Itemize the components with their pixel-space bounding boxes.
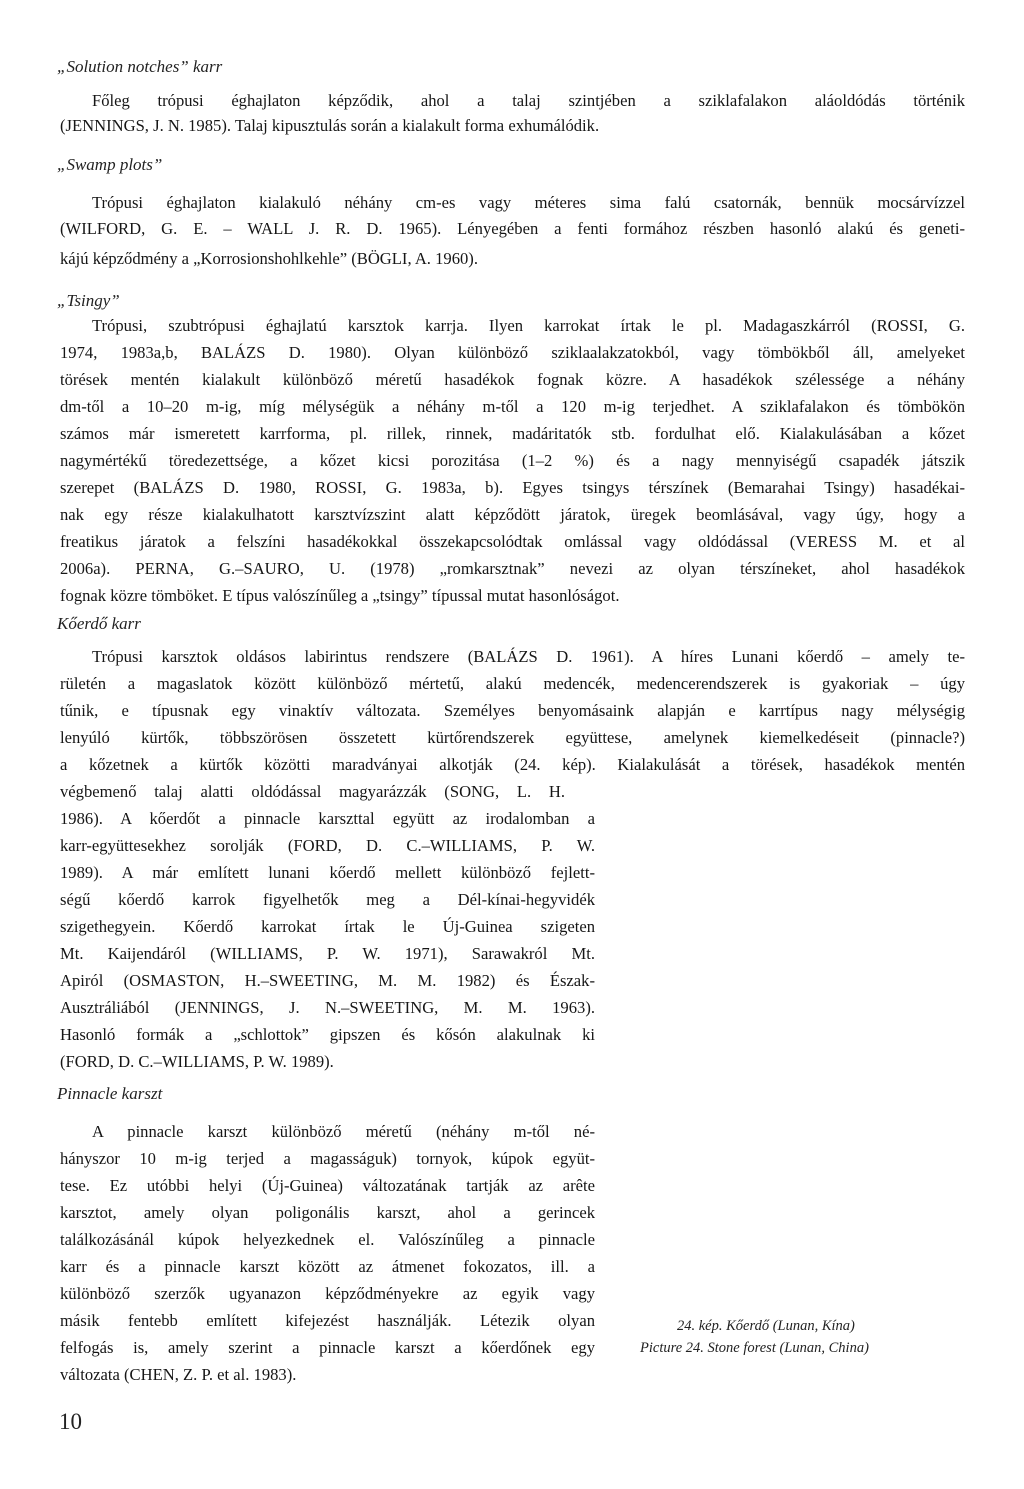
paragraph-line: szerepet (BALÁZS D. 1980, ROSSI, G. 1983a, b). Egyes tsingys térszínek (Bemarahai Tsingy) hasadékai- [60,478,965,497]
figure-caption-hungarian: 24. kép. Kőerdő (Lunan, Kína) [677,1318,855,1334]
paragraph-line: nak egy része kialakulhatott karsztvízszint alatt képződött járatok, üregek beomlásával, vagy úgy, hogy a [60,505,965,524]
paragraph-line: törések mentén kialakult különböző méretű hasadékok fognak közre. A hasadékok szélessége a néhány [60,370,965,389]
section-heading-koerdo-karr: Kőerdő karr [57,614,141,633]
paragraph-line: tűnik, e típusnak egy vinaktív változata. Személyes benyomásaink alapján e karrtípus nagy mélységig [60,701,965,720]
paragraph-line: 1989). A már említett lunani kőerdő mellett különböző fejlett- [60,863,595,882]
paragraph-line: változata (CHEN, Z. P. et al. 1983). [60,1365,297,1384]
section-heading-pinnacle-karszt: Pinnacle karszt [57,1084,163,1103]
paragraph-line: (FORD, D. C.–WILLIAMS, P. W. 1989). [60,1052,334,1071]
paragraph-line: kájú képződmény a „Korrosionshohlkehle” (BÖGLI, A. 1960). [60,249,478,268]
paragraph-line: rületén a magaslatok között különböző mértetű, alakú medencék, medencerendszerek is gyakoriak – úgy [60,674,965,693]
paragraph-line: felfogás is, amely szerint a pinnacle karszt a kőerdőnek egy [60,1338,595,1357]
paragraph-line: Apiról (OSMASTON, H.–SWEETING, M. M. 1982) és Észak- [60,971,595,990]
paragraph-line: lenyúló kürtők, többszörösen összetett kürtőrendszerek együttese, amelynek kiemelkedéseit (pinnacle?) [60,728,965,747]
paragraph-line: 2006a). PERNA, G.–SAURO, U. (1978) „romkarsztnak” nevezi az olyan térszíneket, ahol hasadékok [60,559,965,578]
paragraph-line: hányszor 10 m-ig terjed a magasságuk) tornyok, kúpok együt- [60,1149,595,1168]
paragraph-line: találkozásánál kúpok helyezkednek el. Valószínűleg a pinnacle [60,1230,595,1249]
paragraph-line: Ausztráliából (JENNINGS, J. N.–SWEETING, M. M. 1963). [60,998,595,1017]
paragraph-line: nagymértékű töredezettsége, a kőzet kicsi porozitása (1–2 %) és a nagy mennyiségű csapadék játszik [60,451,965,470]
paragraph-line: Mt. Kaijendáról (WILLIAMS, P. W. 1971), Sarawakról Mt. [60,944,595,963]
paragraph-line: 1974, 1983a,b, BALÁZS D. 1980). Olyan különböző sziklaalakzatokból, vagy tömbökből áll, amelyeket [60,343,965,362]
paragraph-line: (JENNINGS, J. N. 1985). Talaj kipusztulás során a kialakult forma exhumálódik. [60,116,600,135]
section-heading-tsingy: „Tsingy” [57,291,120,310]
paragraph-line: dm-től a 10–20 m-ig, míg mélységük a néhány m-től a 120 m-ig terjedhet. A sziklafalakon és tömbökön [60,397,965,416]
paragraph-line: Hasonló formák a „schlottok” gipszen és kősón alakulnak ki [60,1025,595,1044]
paragraph-line: freatikus járatok a felszíni hasadékokkal összekapcsolódtak omlással vagy oldódással (VERESS M. et al [60,532,965,551]
paragraph-line: szigethegyein. Kőerdő karrokat írtak le Új-Guinea szigeten [60,917,595,936]
paragraph-line: másik fentebb említett kifejezést használják. Létezik olyan [60,1311,595,1330]
paragraph-line: karr és a pinnacle karszt között az átmenet fokozatos, ill. a [60,1257,595,1276]
paragraph-line: A pinnacle karszt különböző méretű (néhány m-től né- [92,1122,595,1141]
paragraph-line: tese. Ez utóbbi helyi (Új-Guinea) változatának tartják az arête [60,1176,595,1195]
paragraph-line: fognak közre tömböket. E típus valószínűleg a „tsingy” típussal mutat hasonlóságot. [60,586,620,605]
paragraph-line: karr-együttesekhez sorolják (FORD, D. C.–WILLIAMS, P. W. [60,836,595,855]
paragraph-line: Főleg trópusi éghajlaton képződik, ahol a talaj szintjében a sziklafalakon aláoldódás történik [92,91,965,110]
paragraph-line: Trópusi éghajlaton kialakuló néhány cm-es vagy méteres sima falú csatornák, bennük mocsárvízzel [92,193,965,212]
paragraph-line: végbemenő talaj alatti oldódással magyarázzák (SONG, L. H. [60,782,565,801]
paragraph-line: karsztot, amely olyan poligonális karszt, ahol a gerincek [60,1203,595,1222]
paragraph-line: Trópusi, szubtrópusi éghajlatú karsztok karrja. Ilyen karrokat írtak le pl. Madagaszkárról (ROSSI, G. [92,316,965,335]
paragraph-line: (WILFORD, G. E. – WALL J. R. D. 1965). Lényegében a fenti formához részben hasonló alakú és geneti- [60,219,965,238]
paragraph-line: számos már ismeretett karrforma, pl. rillek, rinnek, madáritatók stb. fordulhat elő. Kialakulásában a kőzet [60,424,965,443]
page-number: 10 [59,1409,82,1434]
paragraph-line: ségű kőerdő karrok figyelhetők meg a Dél-kínai-hegyvidék [60,890,595,909]
section-heading-swamp-plots: „Swamp plots” [57,155,163,174]
paragraph-line: Trópusi karsztok oldásos labirintus rendszere (BALÁZS D. 1961). A híres Lunani kőerdő – amely te- [92,647,965,666]
figure-caption-english: Picture 24. Stone forest (Lunan, China) [640,1340,869,1356]
paragraph-line: különböző szerzők ugyanazon képződményekre az egyik vagy [60,1284,595,1303]
paragraph-line: a kőzetnek a kürtők közötti maradványai alkotják (24. kép). Kialakulását a törések, hasadékok mentén [60,755,965,774]
paragraph-line: 1986). A kőerdőt a pinnacle karszttal együtt az irodalomban a [60,809,595,828]
section-heading-solution-notches: „Solution notches” karr [57,57,223,76]
